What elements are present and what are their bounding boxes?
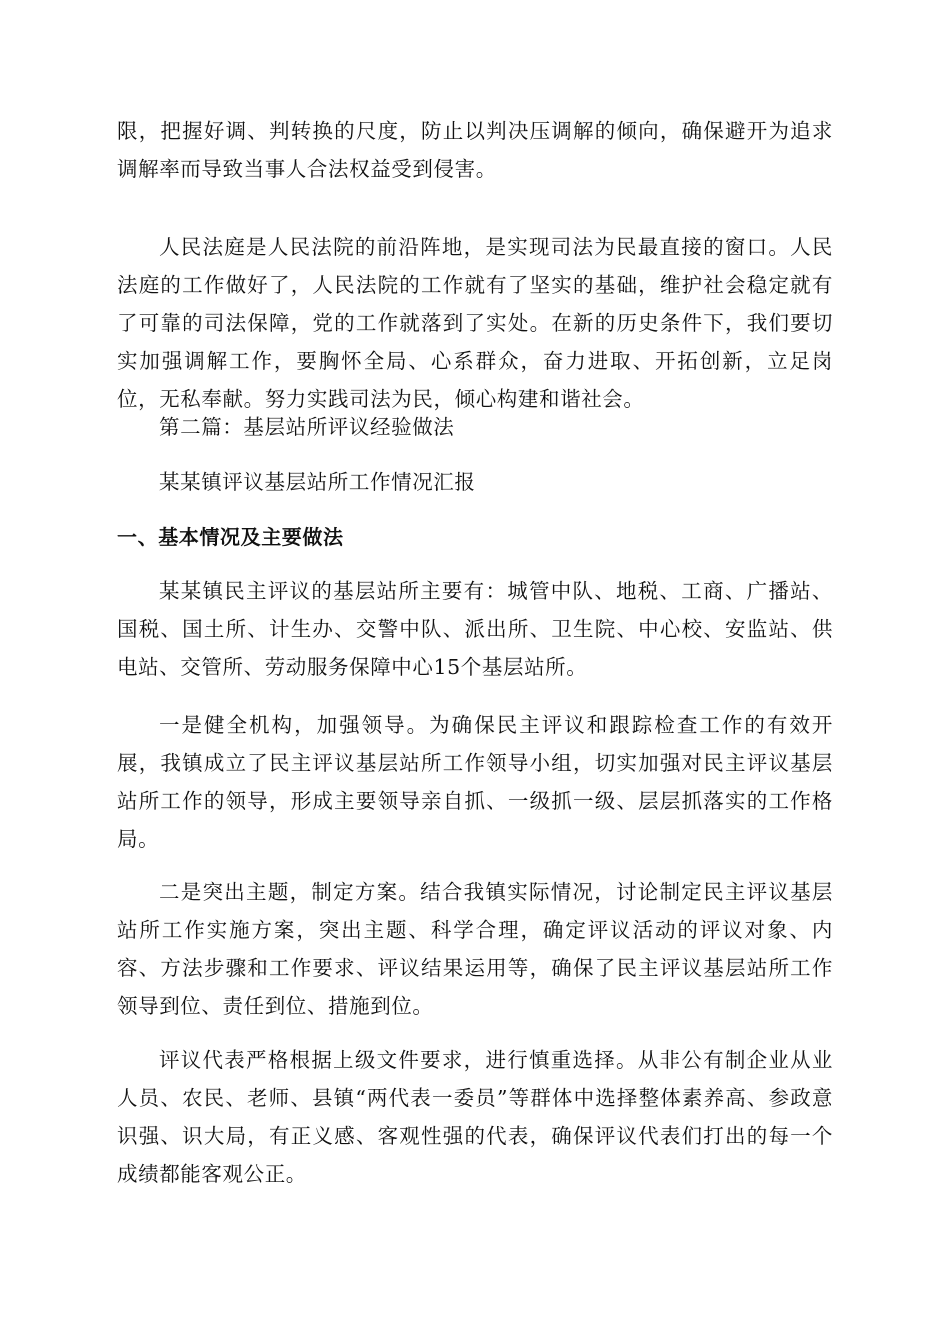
paragraph-representatives: 评议代表严格根据上级文件要求，进行慎重选择。从非公有制企业从业人员、农民、老师、县镇“两代表一委员”等群体中选择整体素养高、参政意识强、识大局，有正义感、客观性强的代表，确保评议代表们打出的每一个成绩都能客观公正。 (117, 1048, 833, 1186)
paragraph-people-court: 人民法庭是人民法院的前沿阵地，是实现司法为民最直接的窗口。人民法庭的工作做好了，人民法院的工作就有了坚实的基础，维护社会稳定就有了可靠的司法保障，党的工作就落到了实处。在新的历史条件下，我们要切实加强调解工作，要胸怀全局、心系群众，奋力进取、开拓创新，立足岗位，无私奉献。努力实践司法为民，倾心构建和谐社会。 (117, 235, 833, 411)
paragraph-organization: 一是健全机构，加强领导。为确保民主评议和跟踪检查工作的有效开展，我镇成立了民主评议基层站所工作领导小组，切实加强对民主评议基层站所工作的领导，形成主要领导亲自抓、一级抓一级、层层抓落实的工作格局。 (117, 713, 833, 851)
heading-basic-situation: 一、基本情况及主要做法 (117, 525, 344, 549)
section-title-part-two: 第二篇：基层站所评议经验做法 (159, 415, 455, 439)
paragraph-continuation: 限，把握好调、判转换的尺度，防止以判决压调解的倾向，确保避开为追求调解率而导致当事人合法权益受到侵害。 (117, 119, 833, 181)
report-title: 某某镇评议基层站所工作情况汇报 (159, 470, 476, 494)
paragraph-stations-list: 某某镇民主评议的基层站所主要有：城管中队、地税、工商、广播站、国税、国土所、计生办、交警中队、派出所、卫生院、中心校、安监站、供电站、交管所、劳动服务保障中心15个基层站所。 (117, 579, 833, 679)
paragraph-plan: 二是突出主题，制定方案。结合我镇实际情况，讨论制定民主评议基层站所工作实施方案，突出主题、科学合理，确定评议活动的评议对象、内容、方法步骤和工作要求、评议结果运用等，确保了民主评议基层站所工作领导到位、责任到位、措施到位。 (117, 880, 833, 1018)
